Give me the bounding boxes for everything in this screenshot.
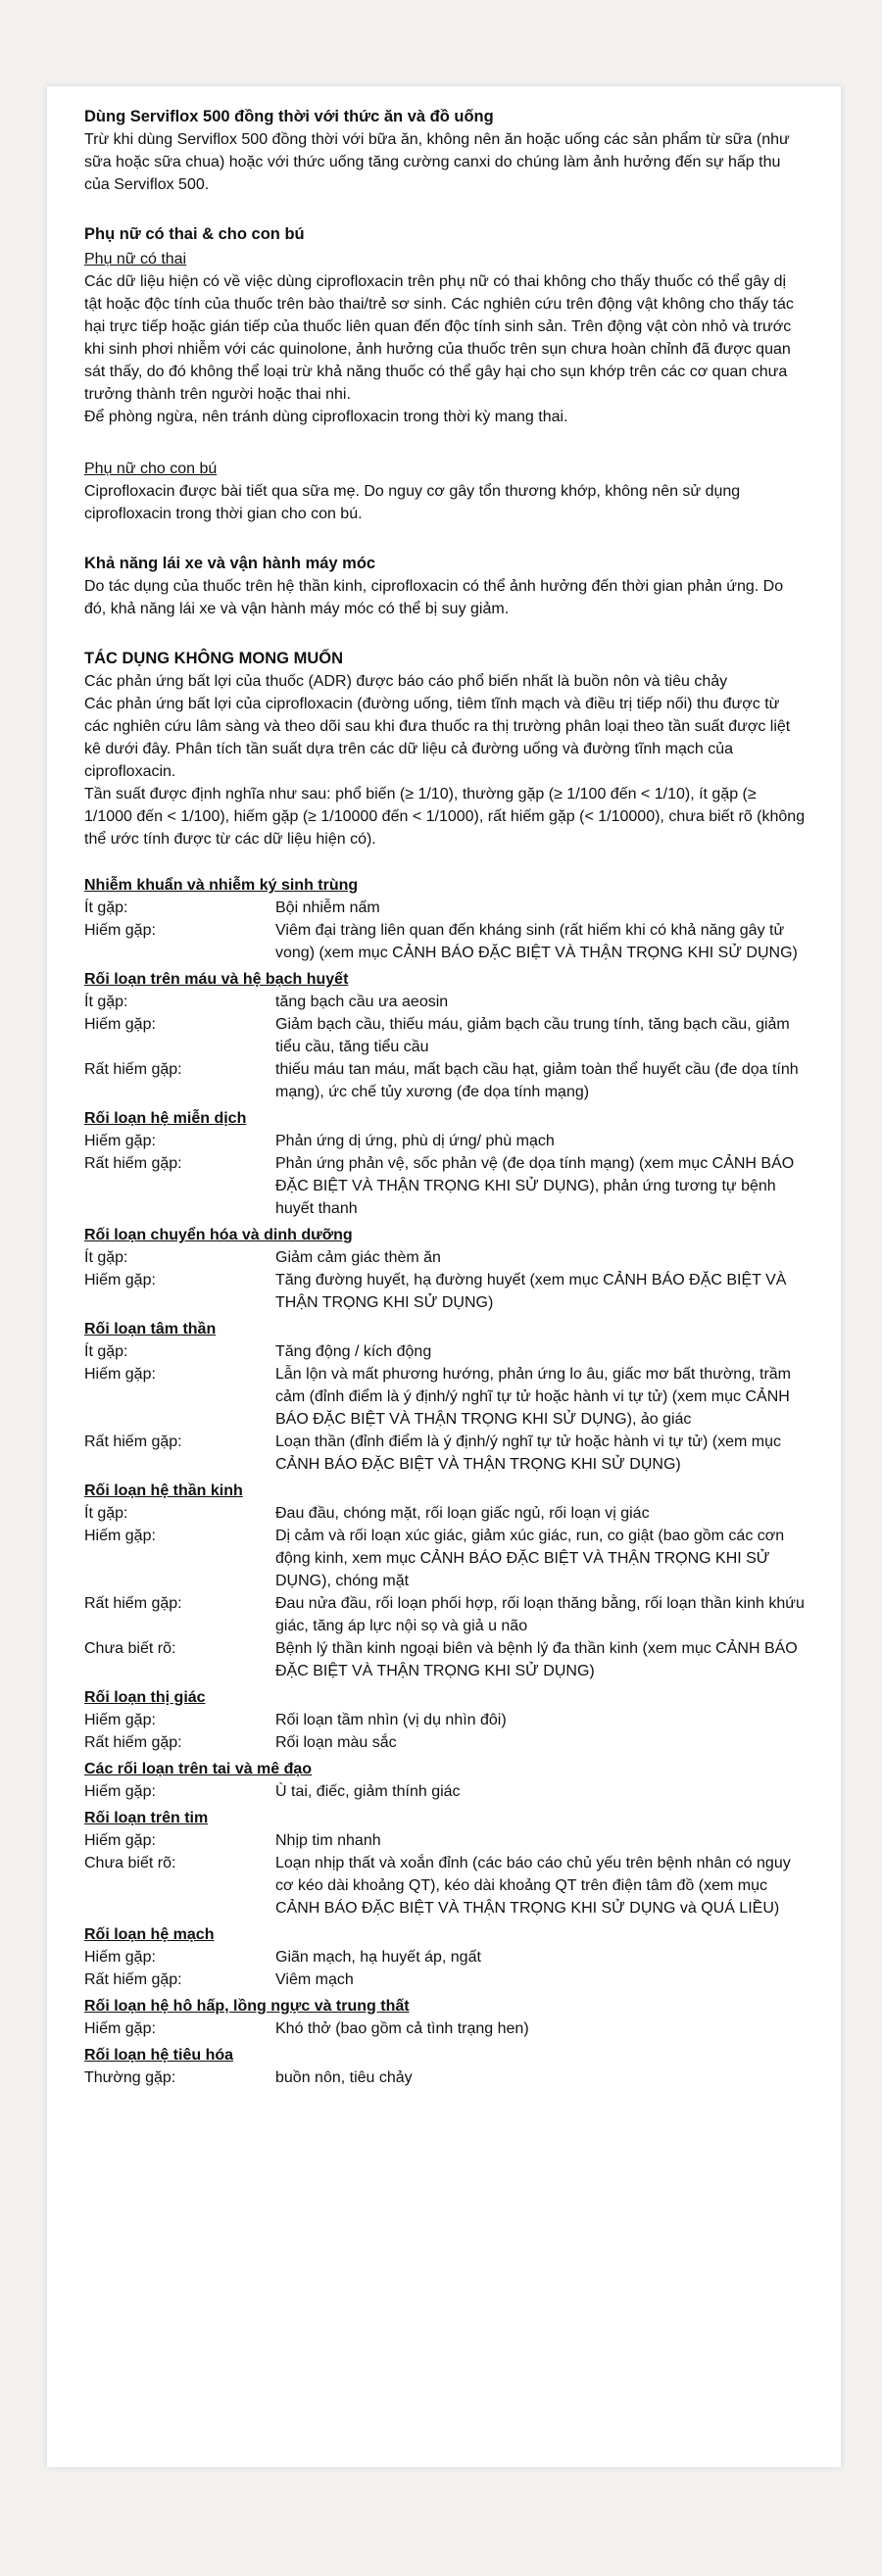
frequency-label: Ít gặp: [84, 1249, 128, 1266]
reaction-description: Rối loạn màu sắc [275, 1734, 397, 1751]
frequency-label: Hiếm gặp: [84, 1366, 156, 1383]
reaction-description: buồn nôn, tiêu chảy [275, 2069, 413, 2086]
adverse-reaction-row [84, 2017, 808, 2040]
adverse-category-title: Rối loạn trên máu và hệ bạch huyết [84, 971, 349, 988]
adverse-category-title: Rối loạn thị giác [84, 1689, 206, 1706]
reaction-description: Dị cảm và rối loạn xúc giác, giảm xúc giác, run, co giật (bao gồm các cơn động kinh, xem mục CẢNH BÁO ĐẶC BIỆT VÀ THẬN TRỌNG KHI SỬ DỤNG), chóng mặt [275, 1528, 785, 1589]
frequency-label: Ít gặp: [84, 994, 128, 1010]
frequency-label: Hiếm gặp: [84, 1272, 156, 1288]
adverse-category-title: Rối loạn chuyển hóa và dinh dưỡng [84, 1227, 353, 1243]
adverse-reaction-row [84, 2066, 808, 2089]
adverse-reaction-row [84, 919, 808, 964]
frequency-label: Ít gặp: [84, 1505, 128, 1522]
reaction-description: Đau nửa đầu, rối loạn phối hợp, rối loạn thăng bằng, rối loạn thần kinh khứu giác, tăng áp lực nội sọ và giả u não [275, 1595, 805, 1634]
adverse-reaction-row [84, 1780, 808, 1803]
adverse-category-title: Rối loạn hệ tiêu hóa [84, 2047, 234, 2064]
food-heading: Dùng Serviflox 500 đồng thời với thức ăn và đồ uống [84, 108, 494, 125]
adverse-reaction-row [84, 1829, 808, 1852]
adverse-reaction-row [84, 1502, 808, 1525]
frequency-label: Hiếm gặp: [84, 1832, 156, 1849]
food-text: Trừ khi dùng Serviflox 500 đồng thời với bữa ăn, không nên ăn hoặc uống các sản phẩm từ sữa (như sữa hoặc sữa chua) hoặc với thức uống tăng cường canxi do chúng làm ảnh hưởng đến sự hấp thu của Serviflox 500. [84, 131, 790, 193]
reaction-description: Lẫn lộn và mất phương hướng, phản ứng lo âu, giấc mơ bất thường, trầm cảm (đỉnh điểm là ý định/ý nghĩ tự tử hoặc hành vi tự tử) (xem mục CẢNH BÁO ĐẶC BIỆT VÀ THẬN TRỌNG KHI SỬ DỤNG), ảo giác [275, 1366, 791, 1428]
reaction-description: Phản ứng dị ứng, phù dị ứng/ phù mạch [275, 1133, 555, 1149]
adverse-reaction-row [84, 1592, 808, 1637]
reaction-description: Giảm cảm giác thèm ăn [275, 1249, 441, 1266]
reaction-description: tăng bạch cầu ưa aeosin [275, 994, 449, 1010]
frequency-label: Hiếm gặp: [84, 1528, 156, 1544]
frequency-label: Hiếm gặp: [84, 1016, 156, 1033]
adverse-reaction-row [84, 1709, 808, 1731]
adverse-reaction-row [84, 991, 808, 1013]
frequency-label: Hiếm gặp: [84, 1133, 156, 1149]
frequency-label: Ít gặp: [84, 899, 128, 916]
frequency-label: Rất hiếm gặp: [84, 1061, 182, 1078]
adverse-reaction-row [84, 1852, 808, 1920]
adverse-reaction-row [84, 1525, 808, 1592]
breastfeeding-subheading: Phụ nữ cho con bú [84, 461, 218, 477]
frequency-label: Hiếm gặp: [84, 2020, 156, 2037]
adverse-reaction-row [84, 1637, 808, 1682]
frequency-label: Hiếm gặp: [84, 1949, 156, 1966]
reaction-description: Bội nhiễm nấm [275, 899, 380, 916]
reaction-description: Khó thở (bao gồm cả tình trạng hen) [275, 2020, 529, 2037]
pregnant-text: Các dữ liệu hiện có về việc dùng ciprofloxacin trên phụ nữ có thai không cho thấy thuốc có thể gây dị tật hoặc độc tính của thuốc trên bào thai/trẻ sơ sinh. Các nghiên cứu trên động vật không cho thấy tác hại trực tiếp hoặc gián tiếp của thuốc liên quan đến độc tính sinh sản. Trên động vật còn nhỏ và trước khi sinh phơi nhiễm với các quinolone, ảnh hưởng của thuốc trên sụn chưa hoàn chỉnh đã được quan sát thấy, do đó không thể loại trừ khả năng thuốc có thể gây hại cho sụn khớp trên các cơ quan chưa trưởng thành trên người hoặc thai nhi. [84, 273, 794, 403]
frequency-label: Thường gặp: [84, 2069, 176, 2086]
frequency-label: Rất hiếm gặp: [84, 1155, 182, 1172]
reaction-description: Loạn thần (đỉnh điểm là ý định/ý nghĩ tự tử hoặc hành vi tự tử) (xem mục CẢNH BÁO ĐẶC BIỆT VÀ THẬN TRỌNG KHI SỬ DỤNG) [275, 1434, 781, 1473]
reaction-description: Rối loạn tầm nhìn (vị dụ nhìn đôi) [275, 1712, 507, 1728]
adverse-category-title: Rối loạn tâm thần [84, 1321, 217, 1337]
frequency-label: Rất hiếm gặp: [84, 1734, 182, 1751]
adverse-category-title: Rối loạn hệ mạch [84, 1926, 215, 1943]
reaction-description: Đau đầu, chóng mặt, rối loạn giấc ngủ, rối loạn vị giác [275, 1505, 650, 1522]
adverse-category-title: Rối loạn hệ thần kinh [84, 1482, 243, 1499]
pregnant-text-2: Để phòng ngừa, nên tránh dùng ciprofloxacin trong thời kỳ mang thai. [84, 409, 568, 425]
leaflet-content [84, 106, 808, 2089]
reaction-description: Nhịp tim nhanh [275, 1832, 381, 1849]
adverse-reaction-row [84, 897, 808, 919]
adverse-reaction-row [84, 1246, 808, 1269]
adverse-reaction-row [84, 1130, 808, 1152]
frequency-label: Hiếm gặp: [84, 1783, 156, 1800]
adverse-reaction-row [84, 1968, 808, 1991]
reaction-description: Tăng động / kích động [275, 1343, 432, 1360]
reaction-description: Phản ứng phản vệ, sốc phản vệ (đe dọa tính mạng) (xem mục CẢNH BÁO ĐẶC BIỆT VÀ THẬN TRỌNG KHI SỬ DỤNG), phản ứng tương tự bệnh huyết thanh [275, 1155, 795, 1217]
driving-heading: Khả năng lái xe và vận hành máy móc [84, 555, 376, 572]
breastfeeding-text: Ciprofloxacin được bài tiết qua sữa mẹ. Do nguy cơ gây tổn thương khớp, không nên sử dụng ciprofloxacin trong thời gian cho con bú. [84, 483, 741, 522]
adverse-reaction-row [84, 1340, 808, 1363]
adverse-category-title: Các rối loạn trên tai và mê đạo [84, 1761, 313, 1777]
adverse-intro-3: Tần suất được định nghĩa như sau: phổ biến (≥ 1/10), thường gặp (≥ 1/100 đến < 1/10), ít gặp (≥ 1/1000 đến < 1/100), hiếm gặp (≥ 1/10000 đến < 1/1000), rất hiếm gặp (< 1/10000), chưa biết rõ (không thể ước tính được từ các dữ liệu hiện có). [84, 786, 806, 848]
reaction-description: Giãn mạch, hạ huyết áp, ngất [275, 1949, 481, 1966]
reaction-description: thiếu máu tan máu, mất bạch cầu hạt, giảm toàn thể huyết cầu (đe dọa tính mạng), ức chế tủy xương (đe dọa tính mạng) [275, 1061, 799, 1100]
frequency-label: Chưa biết rõ: [84, 1855, 176, 1871]
pregnancy-heading: Phụ nữ có thai & cho con bú [84, 225, 305, 243]
reaction-description: Viêm mạch [275, 1971, 354, 1988]
adverse-reactions-list [84, 874, 808, 2089]
frequency-label: Chưa biết rõ: [84, 1640, 176, 1657]
adverse-reaction-row [84, 1431, 808, 1476]
frequency-label: Hiếm gặp: [84, 922, 156, 939]
reaction-description: Bệnh lý thần kinh ngoại biên và bệnh lý đa thần kinh (xem mục CẢNH BÁO ĐẶC BIỆT VÀ THẬN TRỌNG KHI SỬ DỤNG) [275, 1640, 798, 1679]
driving-text: Do tác dụng của thuốc trên hệ thần kinh, ciprofloxacin có thể ảnh hưởng đến thời gian phản ứng. Do đó, khả năng lái xe và vận hành máy móc có thể bị suy giảm. [84, 578, 784, 617]
adverse-reaction-row [84, 1363, 808, 1431]
frequency-label: Ít gặp: [84, 1343, 128, 1360]
reaction-description: Loạn nhịp thất và xoắn đỉnh (các báo cáo chủ yếu trên bệnh nhân có nguy cơ kéo dài khoảng QT), kéo dài khoảng QT trên điện tâm đồ (xem mục CẢNH BÁO ĐẶC BIỆT VÀ THẬN TRỌNG KHI SỬ DỤNG và QUÁ LIỀU) [275, 1855, 791, 1917]
adverse-reaction-row [84, 1058, 808, 1103]
reaction-description: Giảm bạch cầu, thiếu máu, giảm bạch cầu trung tính, tăng bạch cầu, giảm tiểu cầu, tăng tiểu cầu [275, 1016, 790, 1055]
adverse-reaction-row [84, 1152, 808, 1220]
adverse-heading: TÁC DỤNG KHÔNG MONG MUỐN [84, 650, 343, 667]
pregnant-subheading: Phụ nữ có thai [84, 251, 187, 267]
adverse-category-title: Rối loạn hệ hô hấp, lồng ngực và trung thất [84, 1998, 410, 2015]
reaction-description: Ù tai, điếc, giảm thính giác [275, 1783, 461, 1800]
adverse-category-title: Nhiễm khuẩn và nhiễm ký sinh trùng [84, 877, 359, 894]
frequency-label: Hiếm gặp: [84, 1712, 156, 1728]
adverse-category-title: Rối loạn hệ miễn dịch [84, 1110, 247, 1127]
adverse-intro-2: Các phản ứng bất lợi của ciprofloxacin (đường uống, tiêm tĩnh mạch và điều trị tiếp nối) thu được từ các nghiên cứu lâm sàng và theo dõi sau khi đưa thuốc ra thị trường phân loại theo tần suất được liệt kê dưới đây. Phân tích tần suất dựa trên các dữ liệu cả đường uống và đường tĩnh mạch của ciprofloxacin. [84, 696, 791, 780]
adverse-reaction-row [84, 1946, 808, 1968]
adverse-reaction-row [84, 1731, 808, 1754]
frequency-label: Rất hiếm gặp: [84, 1971, 182, 1988]
adverse-reaction-row [84, 1269, 808, 1314]
adverse-category-title: Rối loạn trên tim [84, 1810, 209, 1826]
adverse-reaction-row [84, 1013, 808, 1058]
adverse-intro-1: Các phản ứng bất lợi của thuốc (ADR) được báo cáo phổ biến nhất là buồn nôn và tiêu chảy [84, 673, 728, 690]
frequency-label: Rất hiếm gặp: [84, 1434, 182, 1450]
reaction-description: Viêm đại tràng liên quan đến kháng sinh (rất hiếm khi có khả năng gây tử vong) (xem mục CẢNH BÁO ĐẶC BIỆT VÀ THẬN TRỌNG KHI SỬ DỤNG) [275, 922, 798, 961]
leaflet-page [47, 86, 841, 2467]
reaction-description: Tăng đường huyết, hạ đường huyết (xem mục CẢNH BÁO ĐẶC BIỆT VÀ THẬN TRỌNG KHI SỬ DỤNG) [275, 1272, 787, 1311]
frequency-label: Rất hiếm gặp: [84, 1595, 182, 1612]
